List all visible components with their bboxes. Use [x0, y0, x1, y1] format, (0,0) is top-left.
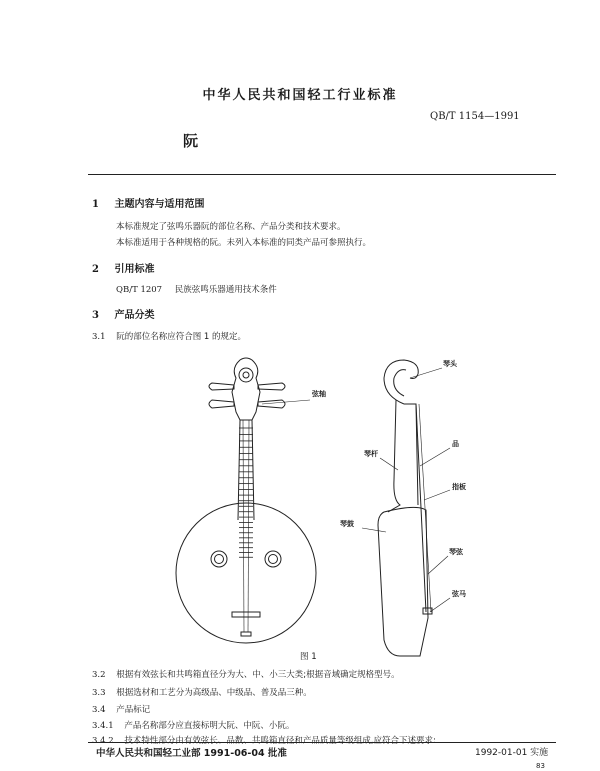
tailpiece	[241, 632, 251, 636]
approval-line: 中华人民共和国轻工业部 1991-06-04 批准	[96, 748, 287, 759]
clause-3-4-1	[92, 719, 294, 731]
side-neck-back	[388, 400, 400, 512]
sound-hole-right-inner	[269, 555, 278, 564]
neck-edge	[238, 420, 240, 520]
leader-lines	[262, 368, 450, 612]
leader-line	[380, 458, 398, 470]
figure-caption: 图 1	[300, 652, 317, 662]
reference-code: QB/T 1207	[116, 285, 163, 295]
side-head-scroll	[384, 360, 418, 404]
leader-line	[430, 598, 450, 612]
label-pin: 品	[452, 440, 459, 448]
string	[243, 420, 244, 632]
clause-number: 3.1	[92, 332, 106, 342]
tuning-peg	[209, 383, 234, 390]
label-qingu: 琴鼓	[340, 520, 354, 528]
document-title: 阮	[183, 132, 199, 150]
label-xianma: 弦马	[452, 590, 466, 598]
label-qingan: 琴杆	[364, 450, 378, 458]
resonator-body	[176, 503, 316, 643]
head-ornament	[239, 368, 253, 382]
section-number: 3	[92, 310, 99, 321]
leader-line	[410, 368, 442, 378]
string	[248, 420, 249, 632]
clause-text: 根据选材和工艺分为高级品、中级品、普及品三种。	[116, 688, 312, 698]
clause-text: 技术特性部分由有效弦长、品数、共鸣箱直径和产品质量等级组成,应符合下述要求:	[124, 736, 436, 746]
clause-text: 产品标记	[116, 705, 151, 715]
sound-hole-left-inner	[215, 555, 224, 564]
head-ornament-inner	[243, 372, 249, 378]
standard-code: QB/T 1154—1991	[430, 111, 520, 122]
clause-number: 3.4.2	[92, 736, 114, 746]
side-neck-front	[404, 404, 418, 505]
label-qintou: 琴头	[443, 360, 457, 368]
clause-text: 阮的部位名称应符合图 1 的规定。	[116, 332, 247, 342]
clause-number: 3.4	[92, 705, 106, 715]
section-title: 产品分类	[114, 310, 155, 321]
ruan-head	[232, 358, 260, 420]
clause-text: 根据有效弦长和共鸣箱直径分为大、中、小三大类;根据音域确定规格型号。	[116, 670, 400, 680]
section-title: 主题内容与适用范围	[114, 199, 205, 210]
sound-hole-right	[265, 551, 281, 567]
label-xianzhou: 弦轴	[312, 390, 326, 398]
front-view-frets	[239, 428, 253, 557]
leader-line	[362, 528, 386, 532]
reference-title: 民族弦鸣乐器通用技术条件	[174, 285, 277, 295]
leader-line	[424, 490, 450, 500]
neck-edge	[252, 420, 254, 520]
page-number: 83	[536, 762, 545, 770]
leader-line	[428, 556, 448, 574]
clause-number: 3.4.1	[92, 721, 114, 731]
side-head-scroll-inner	[394, 370, 406, 396]
front-view-strings	[243, 420, 249, 632]
section-number: 1	[92, 199, 99, 210]
clause-text: 产品名称部分应直接标明大阮、中阮、小阮。	[124, 721, 295, 731]
clause-3-2	[92, 668, 400, 680]
label-zhiban: 指板	[452, 483, 466, 491]
tuning-peg	[258, 383, 285, 390]
section-1-paragraph-1: 本标准规定了弦鸣乐器阮的部位名称、产品分类和技术要求。	[116, 222, 346, 232]
sound-hole-left	[211, 551, 227, 567]
clause-3-4	[92, 703, 150, 715]
side-view-ruan	[378, 360, 432, 656]
section-number: 2	[92, 264, 99, 275]
leader-line	[420, 448, 450, 466]
section-title: 引用标准	[114, 264, 155, 275]
effective-date: 1992-01-01 实施	[475, 748, 549, 758]
clause-3-3	[92, 686, 312, 698]
issuer-title: 中华人民共和国轻工行业标准	[202, 88, 398, 103]
side-body	[378, 507, 428, 656]
bridge	[232, 612, 260, 617]
footer-rule	[88, 742, 556, 743]
label-qinxian: 琴弦	[449, 548, 463, 556]
clause-number: 3.3	[92, 688, 106, 698]
section-1-paragraph-2: 本标准适用于各种规格的阮。未列入本标准的同类产品可参照执行。	[116, 238, 372, 248]
clause-number: 3.2	[92, 670, 106, 680]
tuning-peg	[209, 400, 234, 408]
